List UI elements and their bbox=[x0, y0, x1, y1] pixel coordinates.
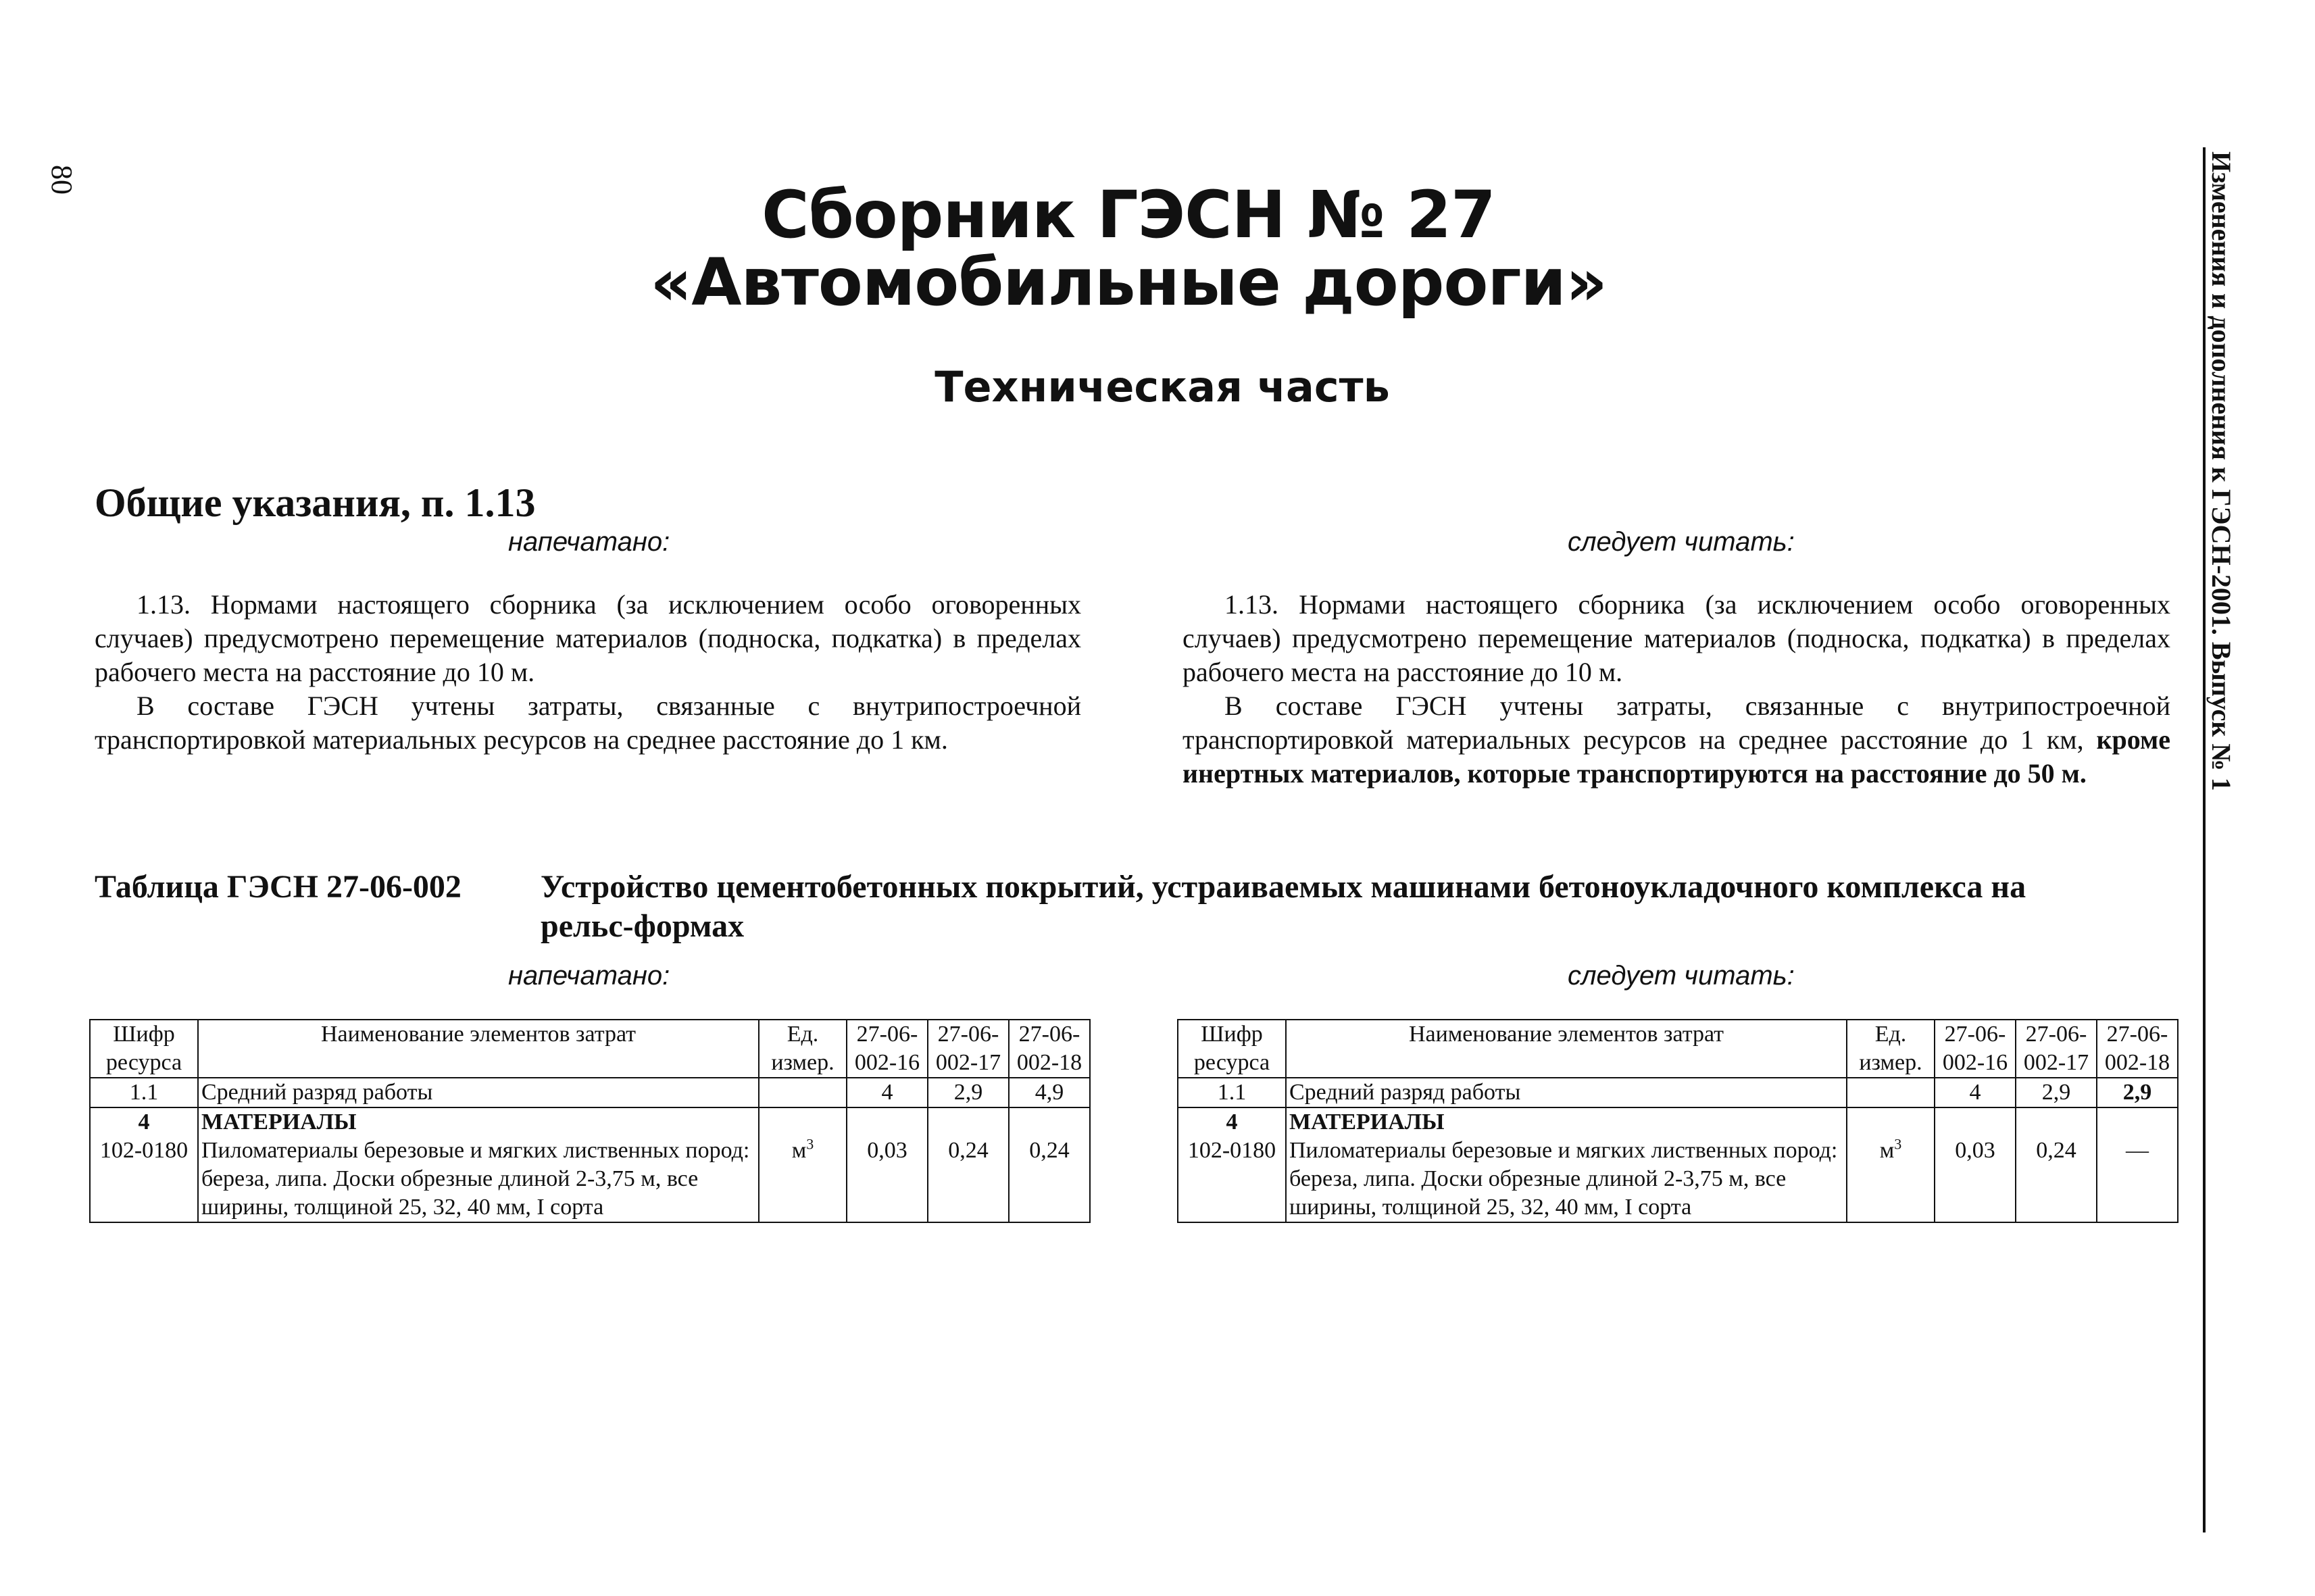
unit-text: м bbox=[791, 1138, 807, 1163]
row-grade-value-1: 4 bbox=[1935, 1078, 2016, 1107]
row-materials-unit bbox=[1847, 1107, 1935, 1137]
printed-label: напечатано: bbox=[508, 527, 670, 557]
table-code: Таблица ГЭСН 27-06-002 bbox=[95, 869, 462, 905]
side-running-title bbox=[2187, 151, 2254, 1091]
table-row bbox=[1178, 1137, 2178, 1222]
row-materials-value-2 bbox=[2016, 1107, 2097, 1137]
printed-paragraph-2: В составе ГЭСН учтены затраты, связанные с внутрипостроечной транспортировкой материальных ресурсов на среднее расстояние до 1 км. bbox=[95, 691, 1081, 755]
row-grade-value-2: 2,9 bbox=[2016, 1078, 2097, 1107]
header-col3: 27-06-002-18 bbox=[2097, 1020, 2178, 1078]
table-printed-label: напечатано: bbox=[508, 961, 670, 991]
header-name: Наименование элементов затрат bbox=[1286, 1020, 1847, 1078]
row-grade-value-3: 4,9 bbox=[1009, 1078, 1090, 1107]
row-lumber-value-2: 0,24 bbox=[928, 1137, 1009, 1222]
side-running-title-text: Изменения и дополнения к ГЭСН-2001. Выпуск № 1 bbox=[2206, 151, 2237, 791]
unit-superscript: 3 bbox=[806, 1135, 814, 1153]
row-lumber-unit bbox=[759, 1137, 847, 1222]
general-heading: Общие указания, п. 1.13 bbox=[95, 480, 536, 525]
header-code: Шифр ресурса bbox=[90, 1020, 198, 1078]
header-name: Наименование элементов затрат bbox=[198, 1020, 759, 1078]
header-unit: Ед. измер. bbox=[1847, 1020, 1935, 1078]
row-materials-value-3 bbox=[1009, 1107, 1090, 1137]
table-header-row bbox=[1178, 1020, 2178, 1078]
table-row bbox=[90, 1107, 1090, 1137]
should-read-label: следует читать: bbox=[1568, 527, 1795, 557]
should-read-paragraph-2-bold: кроме инертных материалов, которые транспортируются на расстояние до 50 м. bbox=[1183, 724, 2170, 789]
row-grade-value-1: 4 bbox=[847, 1078, 928, 1107]
header-code: Шифр ресурса bbox=[1178, 1020, 1286, 1078]
should-read-text bbox=[1183, 588, 2170, 791]
should-read-table bbox=[1177, 1019, 2179, 1223]
row-lumber-value-3: 0,24 bbox=[1009, 1137, 1090, 1222]
row-materials-name: МАТЕРИАЛЫ bbox=[1286, 1107, 1847, 1137]
collection-title: Сборник ГЭСН № 27 bbox=[762, 177, 1495, 253]
row-materials-value-3 bbox=[2097, 1107, 2178, 1137]
row-lumber-value-2: 0,24 bbox=[2016, 1137, 2097, 1222]
row-lumber-name: Пиломатериалы березовые и мягких лиственных пород: береза, липа. Доски обрезные длиной 2-3,75 м, все ширины, толщиной 25, 32, 40 мм, I сорта bbox=[1286, 1137, 1847, 1222]
row-materials-name: МАТЕРИАЛЫ bbox=[198, 1107, 759, 1137]
printed-text bbox=[95, 588, 1081, 757]
should-read-paragraph-1: 1.13. Нормами настоящего сборника (за исключением особо оговоренных случаев) предусмотрено перемещение материалов (подноска, подкатка) в пределах рабочего места на расстояние до 10 м. bbox=[1183, 589, 2170, 687]
header-col1: 27-06-002-16 bbox=[847, 1020, 928, 1078]
row-materials-code: 4 bbox=[1178, 1107, 1286, 1137]
table-row bbox=[1178, 1078, 2178, 1107]
collection-subtitle: «Автомобильные дороги» bbox=[650, 245, 1607, 320]
row-materials-code: 4 bbox=[90, 1107, 198, 1137]
row-grade-name: Средний разряд работы bbox=[1286, 1078, 1847, 1107]
table-row bbox=[90, 1137, 1090, 1222]
table-row bbox=[1178, 1107, 2178, 1137]
header-unit: Ед. измер. bbox=[759, 1020, 847, 1078]
unit-superscript: 3 bbox=[1894, 1135, 1902, 1153]
row-grade-value-2: 2,9 bbox=[928, 1078, 1009, 1107]
side-divider-line bbox=[2203, 147, 2206, 1532]
row-lumber-value-3: — bbox=[2097, 1137, 2178, 1222]
page-number: 80 bbox=[45, 165, 79, 195]
section-title: Техническая часть bbox=[935, 362, 1390, 412]
header-col2: 27-06-002-17 bbox=[2016, 1020, 2097, 1078]
table-header-row bbox=[90, 1020, 1090, 1078]
row-materials-unit bbox=[759, 1107, 847, 1137]
row-lumber-name: Пиломатериалы березовые и мягких лиственных пород: береза, липа. Доски обрезные длиной 2-3,75 м, все ширины, толщиной 25, 32, 40 мм, I сорта bbox=[198, 1137, 759, 1222]
row-grade-name: Средний разряд работы bbox=[198, 1078, 759, 1107]
table-title: Устройство цементобетонных покрытий, устраиваемых машинами бетоноукладочного комплекса на рельс-формах bbox=[541, 869, 2026, 944]
row-materials-value-1 bbox=[1935, 1107, 2016, 1137]
row-lumber-value-1: 0,03 bbox=[1935, 1137, 2016, 1222]
printed-table bbox=[89, 1019, 1091, 1223]
row-grade-value-3: 2,9 bbox=[2097, 1078, 2178, 1107]
header-col1: 27-06-002-16 bbox=[1935, 1020, 2016, 1078]
row-materials-value-1 bbox=[847, 1107, 928, 1137]
row-grade-unit bbox=[759, 1078, 847, 1107]
row-lumber-value-1: 0,03 bbox=[847, 1137, 928, 1222]
row-lumber-code: 102-0180 bbox=[1178, 1137, 1286, 1222]
should-read-paragraph-2-text: В составе ГЭСН учтены затраты, связанные с внутрипостроечной транспортировкой материальных ресурсов на среднее расстояние до 1 км, bbox=[1183, 691, 2170, 755]
row-materials-value-2 bbox=[928, 1107, 1009, 1137]
header-col3: 27-06-002-18 bbox=[1009, 1020, 1090, 1078]
header-col2: 27-06-002-17 bbox=[928, 1020, 1009, 1078]
table-should-read-label: следует читать: bbox=[1568, 961, 1795, 991]
row-grade-code: 1.1 bbox=[90, 1078, 198, 1107]
row-lumber-code: 102-0180 bbox=[90, 1137, 198, 1222]
table-row bbox=[90, 1078, 1090, 1107]
unit-text: м bbox=[1879, 1138, 1895, 1163]
row-lumber-unit bbox=[1847, 1137, 1935, 1222]
row-grade-unit bbox=[1847, 1078, 1935, 1107]
should-read-paragraph-2 bbox=[1183, 689, 2170, 791]
row-grade-code: 1.1 bbox=[1178, 1078, 1286, 1107]
printed-paragraph-1: 1.13. Нормами настоящего сборника (за исключением особо оговоренных случаев) предусмотрено перемещение материалов (подноска, подкатка) в пределах рабочего места на расстояние до 10 м. bbox=[95, 589, 1081, 687]
